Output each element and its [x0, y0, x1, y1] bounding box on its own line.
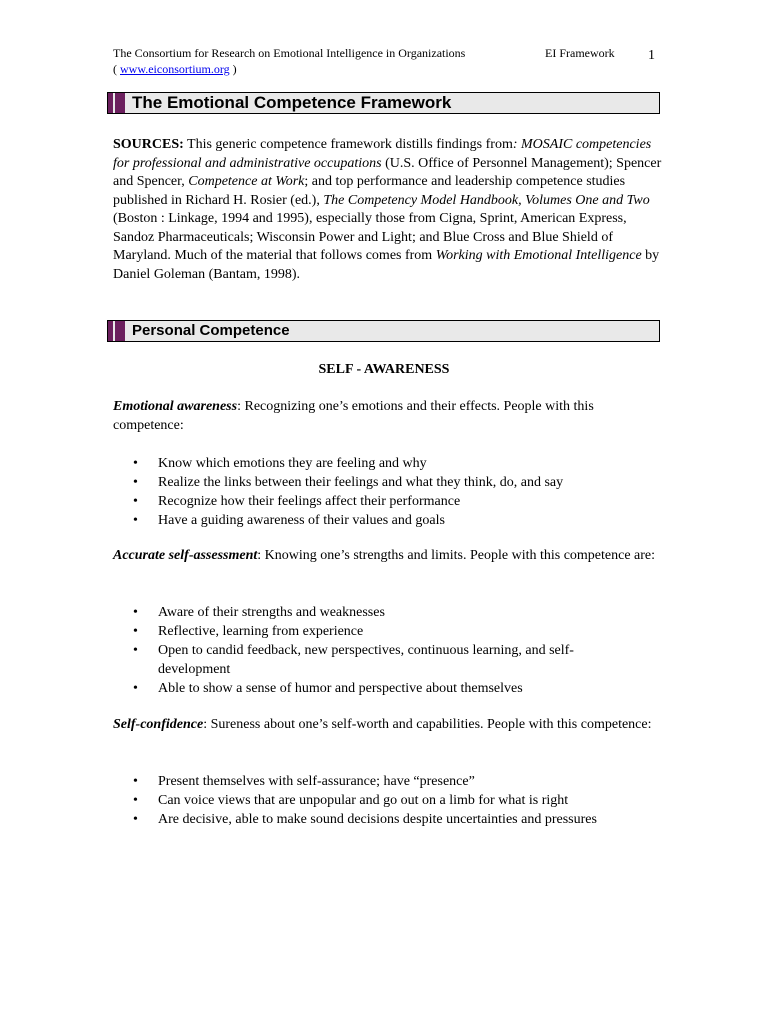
list-item [113, 492, 613, 511]
bullet-glyph: • [133, 793, 138, 808]
sources-text-1: This generic competence framework distills findings from [183, 137, 513, 152]
banner-accent-bar [108, 93, 125, 113]
competence-lead [113, 716, 663, 735]
list-item [113, 679, 613, 698]
bullet-glyph: • [133, 605, 138, 620]
bullet-list [113, 603, 613, 698]
bullet-list [113, 454, 613, 530]
section-banner [107, 320, 660, 342]
bullet-glyph: • [133, 475, 138, 490]
bullet-glyph: • [133, 494, 138, 509]
url-open-paren: ( [113, 62, 120, 76]
list-item [113, 622, 613, 641]
sources-italic-3: The Competency Model Handbook, Volumes One and Two [323, 192, 650, 208]
sources-italic-2: Competence at Work [188, 174, 305, 189]
website-link[interactable]: www.eiconsortium.org [120, 62, 230, 76]
list-item-text: Are decisive, able to make sound decisions despite uncertainties and pressures [158, 812, 597, 827]
section-title: Personal Competence [132, 322, 290, 339]
competence-lead [113, 398, 663, 435]
banner-accent-bar [108, 321, 125, 341]
list-item [113, 511, 613, 530]
list-item-text: Know which emotions they are feeling and why [158, 456, 427, 471]
competence-desc: : Recognizing one’s emotions and their effects. People with this competence: [113, 399, 594, 433]
sources-italic-1: : MOSAIC competencies for professional and administrative occupations [113, 137, 652, 171]
competence-term: Self-confidence [113, 717, 204, 732]
list-item [113, 791, 613, 810]
list-item-text: Recognize how their feelings affect their performance [158, 494, 461, 509]
sources-italic-4: Working with Emotional Intelligence [435, 248, 642, 263]
bullet-glyph: • [133, 774, 138, 789]
competence-term: Emotional awareness [113, 399, 238, 414]
competence-lead [113, 547, 663, 566]
list-item [113, 810, 613, 829]
list-item-text: Can voice views that are unpopular and go out on a limb for what is right [158, 793, 569, 808]
competence-desc: : Knowing one’s strengths and limits. People with this competence are: [257, 548, 656, 563]
sources-text-2: (U.S. Office of Personnel Management); Spencer and Spencer, [113, 155, 662, 189]
competence-term: Accurate self-assessment [113, 548, 258, 563]
sources-text-4: (Boston : Linkage, 1994 and 1995), especially those from Cigna, Sprint, American Express, Sandoz Pharmaceuticals; Wisconsin Power and Light; and Blue Cross and Blue Shield of Maryland. Much of the material that follows comes from [113, 211, 627, 263]
bullet-glyph: • [133, 624, 138, 639]
list-item [113, 603, 613, 622]
list-item-text: Aware of their strengths and weaknesses [158, 605, 385, 620]
list-item-text: Realize the links between their feelings and what they think, do, and say [158, 475, 564, 490]
sources-label: SOURCES: [113, 137, 184, 152]
header-url-line [113, 61, 237, 77]
competence-desc: : Sureness about one’s self-worth and capabilities. People with this competence: [203, 717, 652, 732]
bullet-glyph: • [133, 643, 138, 658]
list-item-text: Reflective, learning from experience [158, 624, 364, 639]
page-number: 1 [648, 48, 655, 63]
sources-text-5: by Daniel Goleman (Bantam, 1998). [113, 248, 660, 282]
list-item-text: Open to candid feedback, new perspectives, continuous learning, and self-development [158, 643, 574, 677]
bullet-glyph: • [133, 513, 138, 528]
list-item-text: Present themselves with self-assurance; have “presence” [158, 774, 475, 789]
list-item [113, 454, 613, 473]
document-title: The Emotional Competence Framework [132, 93, 452, 112]
list-item [113, 473, 613, 492]
list-item [113, 772, 613, 791]
list-item [113, 641, 613, 679]
bullet-glyph: • [133, 812, 138, 827]
list-item-text: Able to show a sense of humor and perspective about themselves [158, 681, 523, 696]
list-item-text: Have a guiding awareness of their values and goals [158, 513, 445, 528]
title-banner [107, 92, 660, 114]
sources-paragraph [113, 136, 663, 284]
sources-text-3: ; and top performance and leadership competence studies published in Richard H. Rosier (ed.), [113, 174, 626, 208]
bullet-glyph: • [133, 681, 138, 696]
bullet-glyph: • [133, 456, 138, 471]
header-org: The Consortium for Research on Emotional Intelligence in Organizations [113, 46, 466, 60]
bullet-list [113, 772, 613, 829]
subsection-heading: SELF - AWARENESS [318, 362, 450, 377]
url-close-paren: ) [229, 62, 237, 76]
header-section: EI Framework [545, 46, 615, 60]
